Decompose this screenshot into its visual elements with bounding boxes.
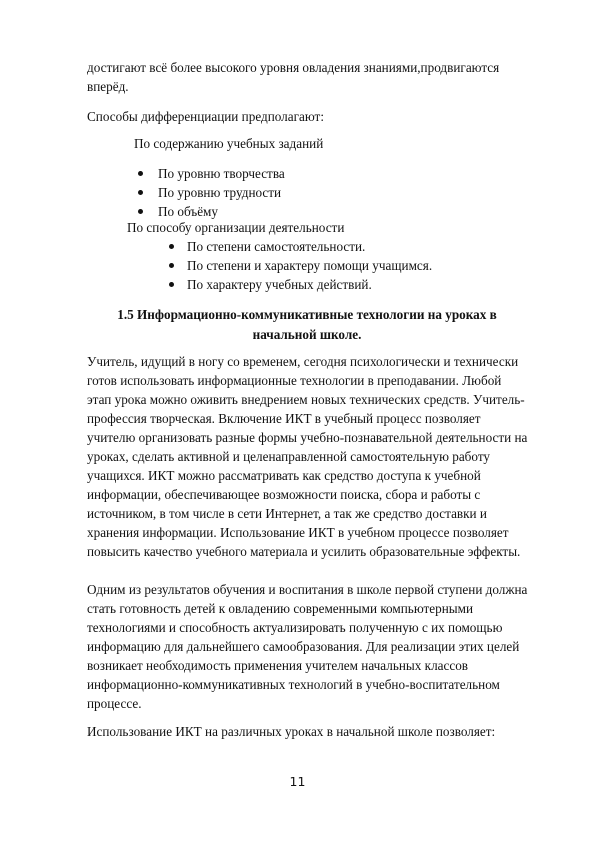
paragraph-line: профессия творческая. Включение ИКТ в учебный процесс позволяет [87, 411, 481, 426]
intro-line-1: достигают всё более высокого уровня овладения знаниями,продвигаются [87, 60, 500, 75]
bullet-icon [169, 263, 174, 268]
bullet-icon [138, 209, 143, 214]
section-heading-line-1: 1.5 Информационно-коммуникативные технологии на уроках в [117, 307, 497, 322]
paragraph-line: возникает необходимость применения учителем начальных классов [87, 658, 469, 673]
by-organization-label: По способу организации деятельности [127, 220, 345, 235]
paragraph-ict-teacher [87, 352, 527, 561]
paragraph-line: учителю организовать разные формы учебно-познавательной деятельности на [87, 430, 528, 445]
paragraph-line: учащихся. ИКТ можно рассматривать как средство доступа к учебной [87, 468, 481, 483]
paragraph-line: источником, в том числе в сети Интернет, а так же средство доставки и [87, 506, 487, 521]
intro-paragraph [87, 58, 527, 96]
page-number: 11 [289, 774, 306, 789]
paragraph-line: информации, обеспечивающее возможности поиска, сбора и работы с [87, 487, 481, 502]
paragraph-line: информационно-коммуникативных технологий в учебно-воспитательном [87, 677, 500, 692]
paragraph-line: стать готовность детей к овладению современными компьютерными [87, 601, 474, 616]
list-item: По объёму [138, 202, 218, 221]
paragraph-line: Одним из результатов обучения и воспитания в школе первой ступени должна [87, 582, 528, 597]
paragraph-primary-school [87, 580, 527, 713]
paragraph-line: готов использовать информационные технологии в преподавании. Любой [87, 373, 502, 388]
section-heading [87, 305, 527, 345]
paragraph-ict-usage: Использование ИКТ на различных уроках в начальной школе позволяет: [87, 724, 496, 739]
methods-lead: Способы дифференциации предполагают: [87, 109, 324, 124]
list-item: По степени и характеру помощи учащимся. [169, 256, 432, 275]
paragraph-line: повысить качество учебного материала и усилить образовательные эффекты. [87, 544, 521, 559]
paragraph-line: хранения информации. Использование ИКТ в учебном процессе позволяет [87, 525, 509, 540]
list-item: По уровню творчества [138, 164, 285, 183]
paragraph-line: информацию для дальнейшего самообразования. Для реализации этих целей [87, 639, 520, 654]
intro-line-2: вперёд. [87, 79, 129, 94]
list-item: По степени самостоятельности. [169, 237, 365, 256]
paragraph-line: Учитель, идущий в ногу со временем, сегодня психологически и технически [87, 354, 519, 369]
section-heading-line-2: начальной школе. [252, 327, 362, 342]
by-content-label: По содержанию учебных заданий [134, 136, 324, 151]
paragraph-line: технологиями и способность актуализировать полученную с их помощью [87, 620, 503, 635]
list-item: По характеру учебных действий. [169, 275, 372, 294]
paragraph-line: этап урока можно оживить внедрением новых технических средств. Учитель- [87, 392, 525, 407]
list-item: По уровню трудности [138, 183, 281, 202]
paragraph-line: процессе. [87, 696, 142, 711]
bullet-icon [169, 282, 174, 287]
bullet-icon [138, 171, 143, 176]
bullet-icon [169, 244, 174, 249]
bullet-icon [138, 190, 143, 195]
paragraph-line: уроках, сделать активной и целенаправленной самостоятельную работу [87, 449, 490, 464]
